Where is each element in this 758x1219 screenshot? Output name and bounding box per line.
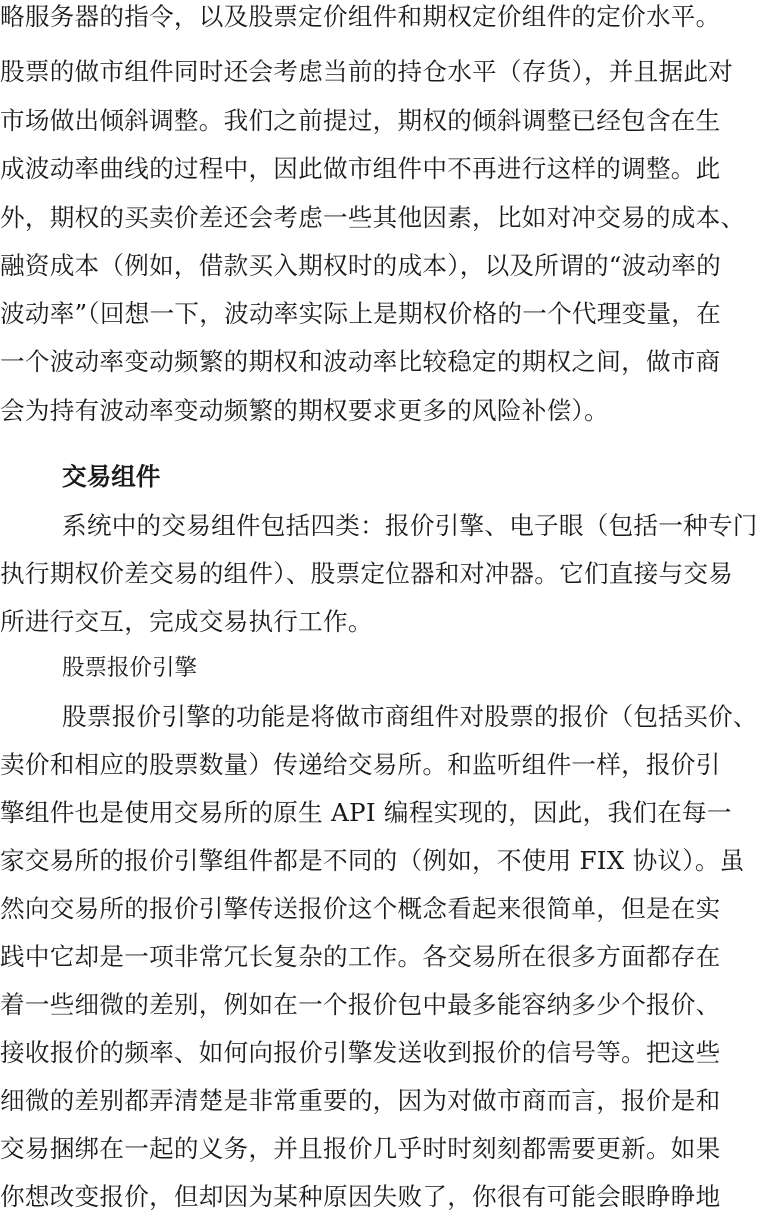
body-text-line: 略服务器的指令，以及股票定价组件和期权定价组件的定价水平。	[0, 2, 721, 31]
body-text-line: 外，期权的买卖价差还会考虑一些其他因素，比如对冲交易的成本、	[0, 203, 746, 232]
body-text-line: 股票报价引擎的功能是将做市商组件对股票的报价（包括买价、	[62, 702, 758, 731]
body-text-line: 细微的差别都弄清楚是非常重要的，因为对做市商而言，报价是和	[0, 1086, 721, 1115]
body-text-line: 然向交易所的报价引擎传送报价这个概念看起来很简单，但是在实	[0, 894, 721, 923]
body-text-line: 家交易所的报价引擎组件都是不同的（例如，不使用 FIX 协议）。虽	[0, 846, 745, 875]
body-text-line: 融资成本（例如，借款买入期权时的成本），以及所谓的“波动率的	[0, 251, 721, 280]
body-text-line: 股票的做市组件同时还会考虑当前的持仓水平（存货），并且据此对	[0, 57, 734, 86]
body-text-line: 系统中的交易组件包括四类：报价引擎、电子眼（包括一种专门	[62, 511, 758, 540]
body-text-line: 交易捆绑在一起的义务，并且报价几乎时时刻刻都需要更新。如果	[0, 1134, 721, 1163]
body-text-line: 卖价和相应的股票数量）传递给交易所。和监听组件一样，报价引	[0, 750, 721, 779]
body-text-line: 你想改变报价，但却因为某种原因失败了，你很有可能会眼睁睁地	[0, 1182, 721, 1211]
body-text-line: 所进行交互，完成交易执行工作。	[0, 607, 373, 636]
body-text-line: 着一些细微的差别，例如在一个报价包中最多能容纳多少个报价、	[0, 990, 721, 1019]
body-text-line: 波动率”（回想一下，波动率实际上是期权价格的一个代理变量，在	[0, 299, 721, 328]
body-text-line: 执行期权价差交易的组件）、股票定位器和对冲器。它们直接与交易	[0, 559, 734, 588]
section-heading: 交易组件	[62, 462, 161, 491]
body-text-line: 市场做出倾斜调整。我们之前提过，期权的倾斜调整已经包含在生	[0, 106, 721, 135]
body-text-line: 成波动率曲线的过程中，因此做市组件中不再进行这样的调整。此	[0, 154, 721, 183]
body-text-line: 践中它却是一项非常冗长复杂的工作。各交易所在很多方面都存在	[0, 942, 721, 971]
subsection-heading: 股票报价引擎	[62, 655, 198, 681]
body-text-line: 会为持有波动率变动频繁的期权要求更多的风险补偿）。	[0, 396, 609, 425]
body-text-line: 接收报价的频率、如何向报价引擎发送收到报价的信号等。把这些	[0, 1038, 721, 1067]
body-text-line: 一个波动率变动频繁的期权和波动率比较稳定的期权之间，做市商	[0, 347, 721, 376]
body-text-line: 擎组件也是使用交易所的原生 API 编程实现的，因此，我们在每一	[0, 798, 732, 827]
